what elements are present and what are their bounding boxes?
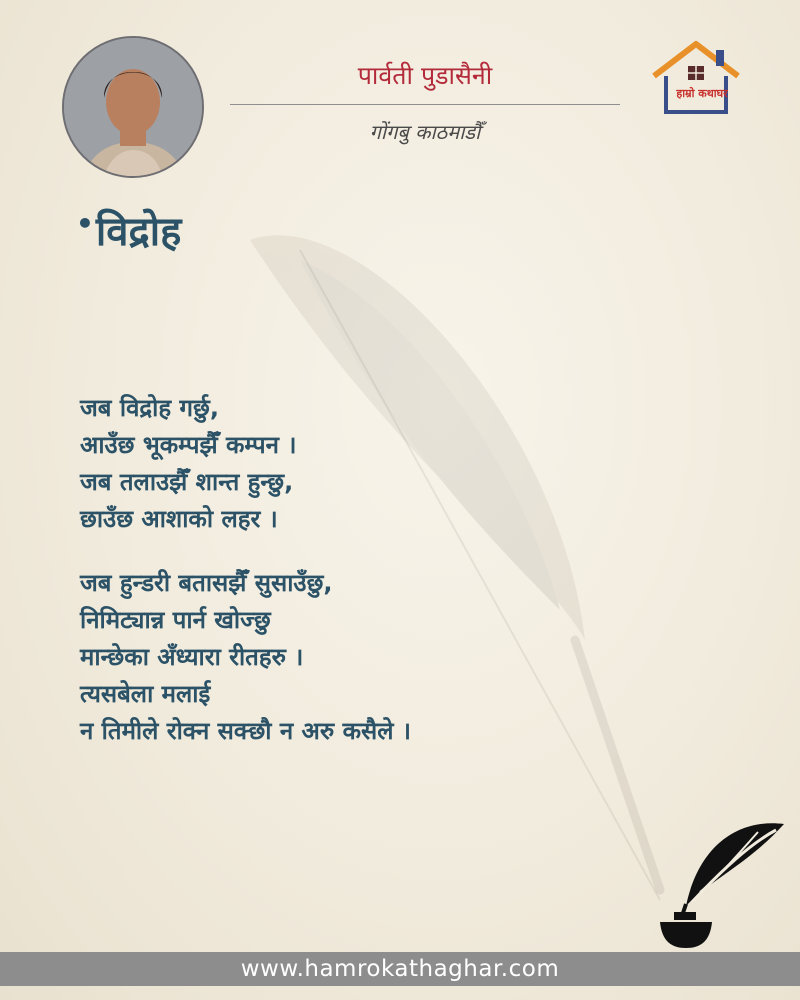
author-place: गोंगबु काठमाडौँ xyxy=(369,120,481,144)
poem-line: त्यसबेला मलाई xyxy=(80,680,211,708)
logo-text: हाम्रो कथाघर xyxy=(676,87,728,100)
poem-line: न तिमीले रोक्न सक्छौ न अरु कसैले । xyxy=(80,717,411,745)
footer-bar xyxy=(0,952,800,986)
author-avatar xyxy=(62,36,204,178)
poem-line: मान्छेका अँध्यारा रीतहरु । xyxy=(80,643,304,671)
poem-title xyxy=(76,202,181,257)
poem-body xyxy=(80,390,720,777)
stanza xyxy=(80,390,720,538)
house-logo-icon xyxy=(648,40,744,120)
author-name: पार्वती पुडासैनी xyxy=(357,61,493,90)
poem-line: जब तलाउझैँ शान्त हुन्छु, xyxy=(80,468,294,496)
poem-title-text: विद्रोह xyxy=(95,209,182,255)
title-bullet: • xyxy=(76,207,94,240)
divider xyxy=(230,104,620,105)
quill-inkpot-icon xyxy=(652,818,788,952)
poem-line: छाउँछ आशाको लहर । xyxy=(80,505,278,533)
poem-line: जब हुन्डरी बतासझैँ सुसाउँछु, xyxy=(80,569,333,597)
poem-line: आउँछ भूकम्पझैँ कम्पन । xyxy=(80,431,297,459)
poem-line: जब विद्रोह गर्छु, xyxy=(80,394,219,422)
poem-line: निमिट्यान्न पार्न खोज्छु xyxy=(80,606,271,634)
stanza xyxy=(80,565,720,750)
website-link[interactable]: www.hamrokathaghar.com xyxy=(240,956,560,982)
